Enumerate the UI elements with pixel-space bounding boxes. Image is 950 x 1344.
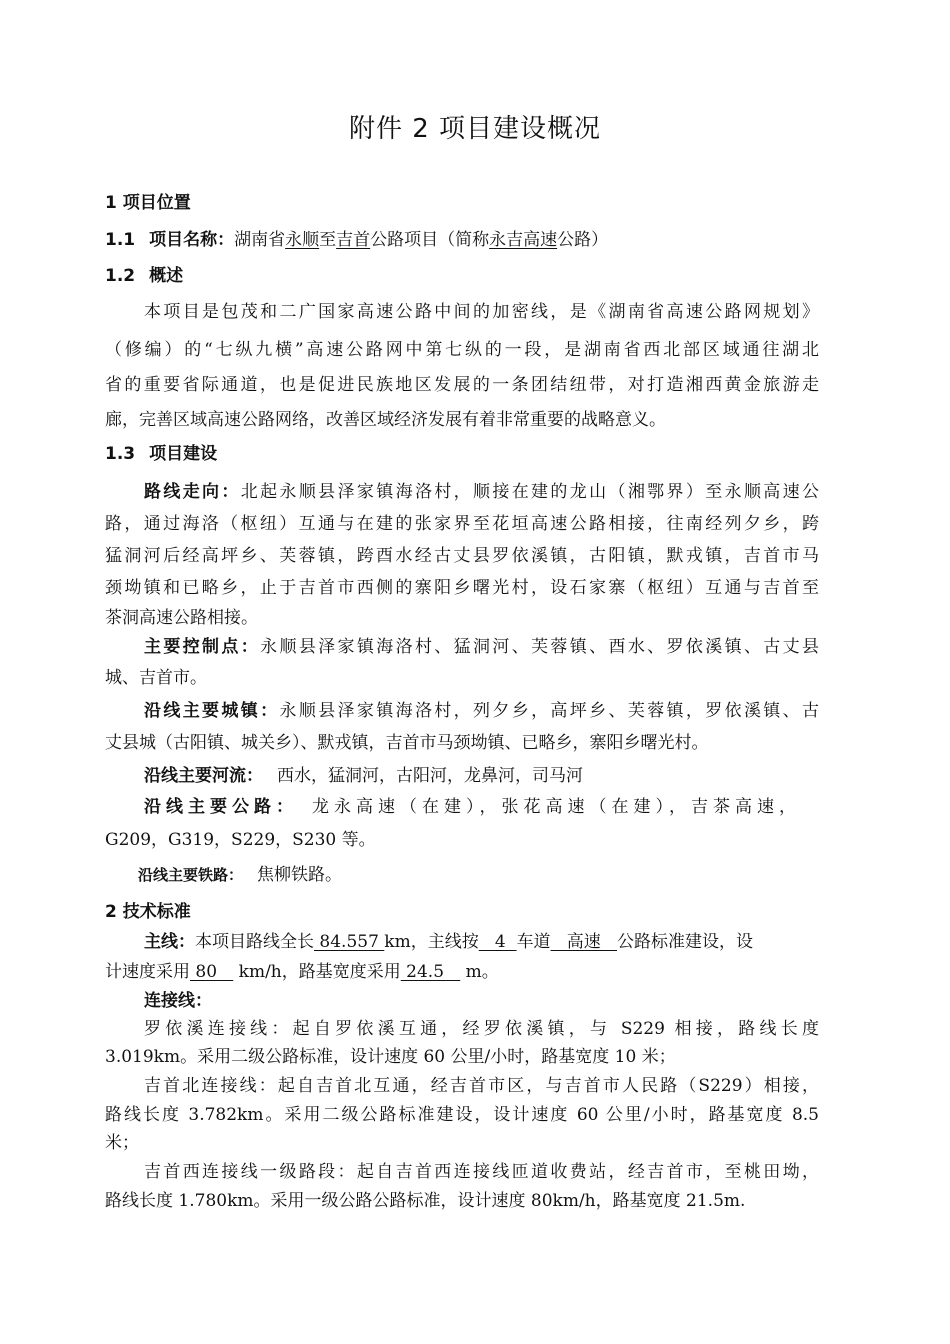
- mainline-line: [144, 931, 819, 954]
- text: 北起永顺县泽家镇海洛村，顺接在建的龙山（湘鄂界）至永顺高速公: [240, 482, 819, 502]
- rivers-label: 沿线主要河流：: [144, 766, 263, 786]
- speed-value: 80: [190, 962, 234, 982]
- route-line: 颈坳镇和已略乡，止于吉首市西侧的寨阳乡曙光村，设石家寨（枢纽）互通与吉首至: [105, 578, 819, 598]
- overview-heading: [105, 265, 819, 288]
- grade-value: 高速: [550, 932, 617, 952]
- text: m。: [460, 962, 499, 982]
- text: 焦柳铁路。: [257, 865, 343, 885]
- text: 本项目路线全长: [195, 932, 314, 952]
- section-number: 1.1: [105, 230, 136, 250]
- text: 湖南省: [234, 230, 286, 250]
- overview-line: 省的重要省际通道，也是促进民族地区发展的一条团结纽带，对打造湘西黄金旅游走: [105, 375, 819, 395]
- towns-line: 丈县城（古阳镇、城关乡）、默戎镇，吉首市马颈坳镇、已略乡，寨阳乡曙光村。: [105, 733, 709, 753]
- roads-line: [144, 796, 819, 819]
- section-label: 项目建设: [149, 444, 218, 464]
- control-points-line: 城、吉首市。: [105, 668, 207, 688]
- overview-line: 本项目是包茂和二广国家高速公路中间的加密线，是《湖南省高速公路网规划》: [144, 302, 819, 322]
- lanes-value: 4: [478, 932, 517, 952]
- towns-line: [144, 700, 819, 723]
- construction-heading: [105, 443, 819, 466]
- roads-label: 沿线主要公路：: [144, 797, 298, 817]
- page-title: 附件 2 项目建设概况: [348, 114, 602, 144]
- overview-line: （修编）的“七纵九横”高速公路网中第七纵的一段，是湖南省西北部区域通往湖北: [105, 340, 819, 360]
- route-line: 路，通过海洛（枢纽）互通与在建的张家界至花垣高速公路相接，往南经列夕乡，跨: [105, 514, 819, 534]
- text: km，主线按: [384, 932, 479, 952]
- railway-label: 沿线主要铁路：: [138, 866, 244, 884]
- text: km/h，路基宽度采用: [233, 962, 401, 982]
- section-label: 概述: [149, 266, 184, 286]
- text: 西水，猛洞河，古阳河，龙鼻河，司马河: [277, 766, 583, 786]
- route-line: 猛洞河后经高坪乡、芙蓉镇，跨酉水经古丈县罗依溪镇，古阳镇，默戎镇，吉首市马: [105, 546, 819, 566]
- underlined-text: 吉首: [336, 230, 371, 250]
- jishou-north-line: 米；: [105, 1133, 139, 1153]
- jishou-north-line: 路线长度 3.782km。采用二级公路标准建设，设计速度 60 公里/小时，路基宽度 8.5: [105, 1105, 819, 1125]
- text: 公路）: [557, 230, 609, 250]
- text: 车道: [516, 932, 551, 952]
- railway-line: [138, 864, 852, 887]
- text: 公路项目（简称: [370, 230, 490, 250]
- control-points-label: 主要控制点：: [144, 637, 261, 657]
- roads-line: G209，G319，S229，S230 等。: [105, 830, 376, 850]
- mainline-label: 主线：: [144, 932, 195, 952]
- width-value: 24.5: [400, 962, 461, 982]
- rivers-line: [144, 765, 819, 788]
- towns-label: 沿线主要城镇：: [144, 701, 280, 721]
- overview-line: 廊，完善区域高速公路网络，改善区域经济发展有着非常重要的战略意义。: [105, 410, 666, 430]
- section-number: 1.2: [105, 266, 136, 286]
- control-points-line: [144, 636, 819, 659]
- project-name-label: 项目名称：: [149, 230, 235, 250]
- text: 计速度采用: [105, 962, 190, 982]
- section-2-heading: 2 技术标准: [105, 902, 191, 922]
- route-line: [144, 481, 819, 504]
- route-label: 路线走向：: [144, 482, 241, 502]
- mainline-line: [105, 961, 819, 984]
- jishou-west-line: 吉首西连接线一级路段：起自吉首西连接线匝道收费站，经吉首市，至桃田坳，: [144, 1162, 819, 1182]
- project-name-line: [105, 229, 819, 252]
- luoyi-connector-line: 罗依溪连接线：起自罗依溪互通，经罗依溪镇，与 S229 相接，路线长度: [144, 1019, 819, 1039]
- text: 龙永高速（在建），张花高速（在建），吉茶高速，: [312, 797, 801, 817]
- jishou-west-line: 路线长度 1.780km。采用一级公路公路标准，设计速度 80km/h，路基宽度 21.5m.: [105, 1191, 746, 1211]
- jishou-north-line: 吉首北连接线：起自吉首北互通，经吉首市区，与吉首市人民路（S229）相接，: [144, 1076, 819, 1096]
- section-1-heading: 1 项目位置: [105, 193, 191, 213]
- text: 公路标准建设，设: [617, 932, 753, 952]
- underlined-text: 永顺: [285, 230, 320, 250]
- text: 至: [319, 230, 337, 250]
- text: 永顺县泽家镇海洛村，列夕乡，高坪乡、芙蓉镇，罗依溪镇、古: [279, 701, 820, 721]
- luoyi-connector-line: 3.019km。采用二级公路标准，设计速度 60 公里/小时，路基宽度 10 米；: [105, 1047, 676, 1067]
- underlined-text: 永吉高速: [489, 230, 558, 250]
- text: 永顺县泽家镇海洛村、猛洞河、芙蓉镇、酉水、罗依溪镇、古丈县: [260, 637, 820, 657]
- length-value: 84.557: [314, 932, 385, 952]
- connection-label: 连接线：: [144, 991, 212, 1011]
- section-number: 1.3: [105, 444, 136, 464]
- route-line: 茶洞高速公路相接。: [105, 608, 258, 628]
